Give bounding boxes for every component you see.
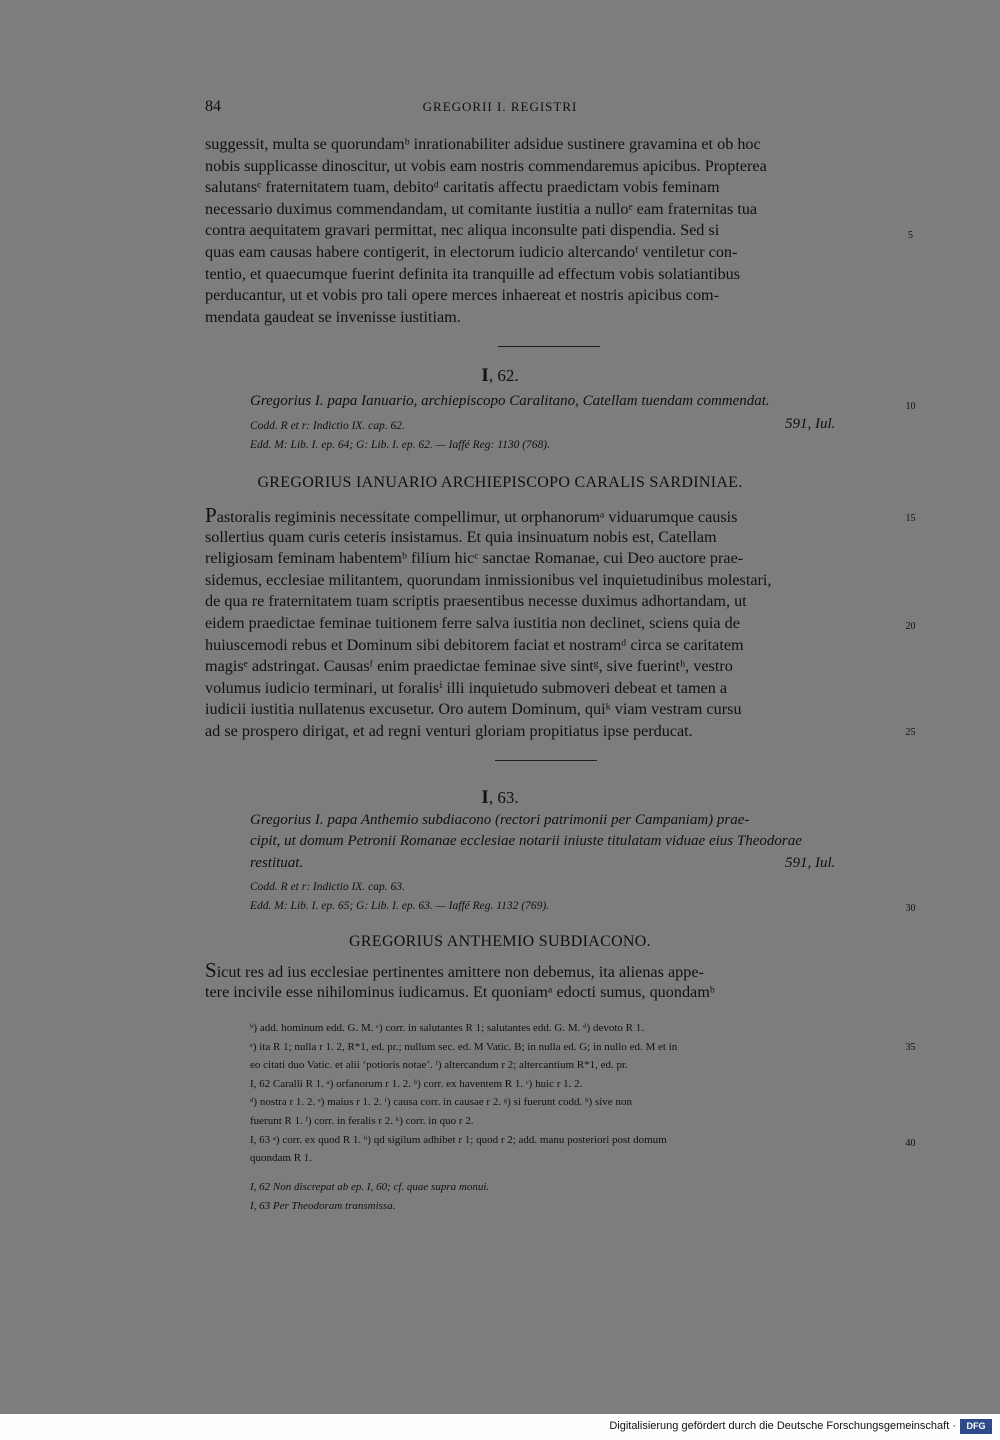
note-line: I, 62 Non discrepat ab ep. I, 60; cf. quae supra monui. bbox=[250, 1181, 490, 1193]
letter-63-body bbox=[205, 960, 885, 1003]
letter-summary-line: Gregorius I. papa Anthemio subdiacono (rectori patrimonii per Campaniam) prae- bbox=[250, 812, 750, 828]
note-line: ᵈ) nostra r 1. 2. ᵉ) maius r 1. 2. ᶠ) causa corr. in causae r 2. ᵍ) si fuerunt codd. ʰ) sive non bbox=[250, 1096, 632, 1109]
text-line: salutansᶜ fraternitatem tuam, debitoᵈ caritatis affectu praedictam vobis feminam bbox=[205, 178, 720, 197]
text-line: nobis supplicasse dinoscitur, ut vobis eam nostris commendaremus apicibus. Propterea bbox=[205, 156, 767, 175]
text-line: contra aequitatem gravari permittat, nec aliqua inconsulte pati dispendia. Sed si bbox=[205, 221, 720, 240]
codices-line: Codd. R et r: Indictio IX. cap. 62. bbox=[250, 420, 405, 432]
text-line: sollertius quam curis ceteris insistamus. Et quia insinuatum nobis est, Catellam bbox=[205, 527, 717, 546]
text-line: eidem praedictae feminae tuitionem ferre salva iustitia non declinet, sciens quia de bbox=[205, 613, 740, 632]
letter-62-body bbox=[205, 505, 885, 743]
note-line: ᵇ) add. hominum edd. G. M. ᶜ) corr. in salutantes R 1; salutantes edd. G. M. ᵈ) devoto R 1. bbox=[250, 1022, 644, 1034]
text-line: religiosam feminam habentemᵇ filium hicᶜ sanctae Romanae, cui Deo auctore prae- bbox=[205, 549, 744, 568]
letter-summary-line: restituat. bbox=[250, 855, 304, 871]
editions-line: Edd. M: Lib. I. ep. 65; G: Lib. I. ep. 63. — Iaffé Reg. 1132 (769). bbox=[250, 900, 550, 912]
letter-number-bold: I bbox=[481, 787, 489, 808]
running-title: GREGORII I. REGISTRI bbox=[422, 99, 578, 114]
letter-number-rest: , 62. bbox=[488, 366, 519, 385]
margin-line-number: 25 bbox=[905, 727, 916, 738]
letter-heading: GREGORIUS ANTHEMIO SUBDIACONO. bbox=[349, 933, 651, 950]
footer-credit: Digitalisierung gefördert durch die Deutsche Forschungsgemeinschaft · bbox=[609, 1420, 956, 1432]
note-line: fuerunt R 1. ⁱ) corr. in feralis r 2. ᵏ) corr. in quo r 2. bbox=[250, 1114, 474, 1127]
margin-line-number: 10 bbox=[905, 401, 916, 412]
text-line: necessario duximus commendandam, ut comitante iustitia a nulloᵉ eam fraternitas tua bbox=[205, 199, 758, 218]
dfg-logo: DFG bbox=[960, 1419, 992, 1434]
continuation-paragraph bbox=[205, 134, 885, 328]
text-line: magisᵉ adstringat. Causasᶠ enim praedictae feminae sive sintᵍ, sive fuerintʰ, vestro bbox=[205, 657, 733, 676]
margin-line-number: 40 bbox=[905, 1138, 916, 1149]
note-line: I, 63 Per Theodoram transmissa. bbox=[250, 1199, 396, 1212]
margin-line-number: 20 bbox=[905, 621, 916, 632]
margin-line-number: 35 bbox=[905, 1042, 916, 1053]
digitization-footer bbox=[0, 1414, 1000, 1440]
codices-line: Codd. R et r: Indictio IX. cap. 63. bbox=[250, 881, 405, 893]
margin-line-number: 30 bbox=[905, 903, 916, 914]
letter-summary-line: cipit, ut domum Petronii Romanae ecclesiae notarii iniuste titulatam viduae eius Theodorae bbox=[250, 833, 802, 849]
drop-cap: S bbox=[205, 958, 217, 982]
text-line: sidemus, ecclesiae militantem, quorundam inmissionibus vel inquietudinibus molestari, bbox=[205, 570, 772, 589]
letter-number-rest: , 63. bbox=[488, 788, 519, 807]
note-line: ᵉ) ita R 1; nulla r 1. 2, R*1, ed. pr.; nullum sec. ed. M Vatic. B; in nulla ed. G; in nullo ed. M et in bbox=[250, 1040, 678, 1053]
note-line: quondam R 1. bbox=[250, 1152, 313, 1165]
letter-date: 591, Iul. bbox=[785, 855, 836, 871]
section-divider bbox=[498, 346, 600, 347]
note-line: eo citati duo Vatic. et alii ‘potioris notae’. ᶠ) altercandum r 2; altercantium R*1, ed. pr. bbox=[250, 1059, 628, 1072]
text-line: de qua re fraternitatem tuam scriptis praesentibus necesse duximus adhortandam, ut bbox=[205, 592, 747, 611]
text-line: icut res ad ius ecclesiae pertinentes amittere non debemus, ita alienas appe- bbox=[216, 963, 704, 981]
letter-number-bold: I bbox=[481, 365, 489, 386]
editions-line: Edd. M: Lib. I. ep. 64; G: Lib. I. ep. 62. — Iaffé Reg: 1130 (768). bbox=[250, 439, 551, 451]
letter-summary: Gregorius I. papa Ianuario, archiepiscopo Caralitano, Catellam tuendam commendat. bbox=[250, 393, 770, 409]
note-line: I, 63 ᵃ) corr. ex quod R 1. ᵇ) qd sigilum adhibet r 1; quod r 2; add. manu posteriori post domum bbox=[250, 1133, 667, 1146]
margin-line-number: 5 bbox=[908, 230, 913, 241]
letter-number-62 bbox=[0, 365, 1000, 387]
letter-date: 591, Iul. bbox=[785, 416, 836, 432]
note-line: I, 62 Caralli R 1. ᵃ) orfanorum r 1. 2. ᵇ) corr. ex haventem R 1. ᶜ) huic r 1. 2. bbox=[250, 1077, 583, 1090]
margin-line-number: 15 bbox=[905, 513, 916, 524]
historical-notes bbox=[250, 1178, 890, 1215]
letter-number-63 bbox=[0, 787, 1000, 809]
text-line: mendata gaudeat se invenisse iustitiam. bbox=[205, 307, 461, 326]
page-number: 84 bbox=[205, 98, 221, 115]
text-line: volumus iudicio terminari, ut foralisⁱ illi inquietudo submoveri debeat et tamen a bbox=[205, 678, 728, 697]
text-line: tentio, et quaecumque fuerint definita ita tranquille ad effectum vobis solatiantibus bbox=[205, 264, 741, 283]
text-line: quas eam causas habere contigerit, in electorum iudicio altercandoᶠ ventiletur con- bbox=[205, 242, 738, 261]
drop-cap: P bbox=[205, 503, 217, 527]
text-line: suggessit, multa se quorundamᵇ inrationabiliter adsidue sustinere gravamina et ob hoc bbox=[205, 135, 761, 153]
text-line: perducantur, ut et vobis pro tali opere merces inhaereat et nostris apicibus com- bbox=[205, 286, 720, 305]
letter-heading: GREGORIUS IANUARIO ARCHIEPISCOPO CARALIS SARDINIAE. bbox=[257, 474, 743, 491]
text-line: tere incivile esse nihilominus iudicamus. Et quoniamᵃ edocti sumus, quondamᵇ bbox=[205, 982, 715, 1001]
text-line: huiuscemodi rebus et Dominum sibi debitorem faciat et nostramᵈ circa se caritatem bbox=[205, 635, 744, 654]
text-line: ad se prospero dirigat, et ad regni venturi gloriam propitiatus ipse perducat. bbox=[205, 721, 693, 740]
apparatus-notes bbox=[250, 1019, 890, 1168]
text-line: astoralis regiminis necessitate compellimur, ut orphanorumᵃ viduarumque causis bbox=[216, 508, 738, 526]
text-line: iudicii iustitia nullatenus excusetur. Oro autem Dominum, quiᵏ viam vestram cursu bbox=[205, 700, 742, 719]
section-divider bbox=[495, 760, 597, 761]
